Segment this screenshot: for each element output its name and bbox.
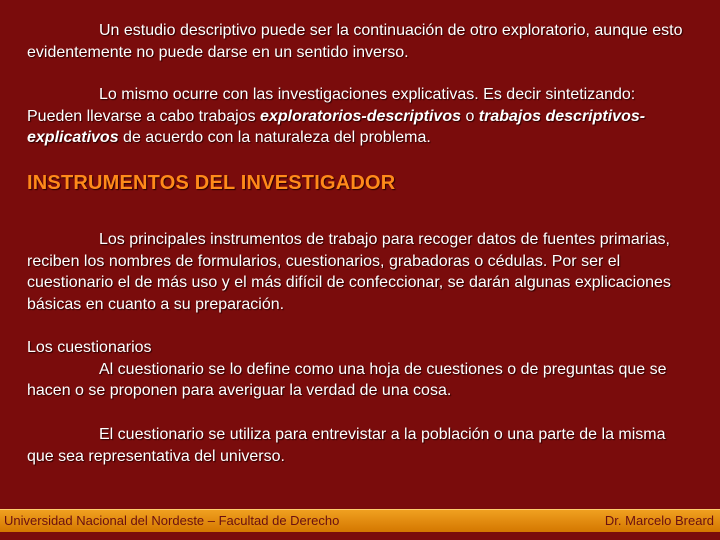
section-heading: INSTRUMENTOS DEL INVESTIGADOR — [27, 172, 396, 194]
emphasis-text: exploratorios-descriptivos — [260, 107, 461, 125]
paragraph-text: Lo mismo ocurre con las investigaciones explicativas. Es decir sintetizando: — [99, 86, 636, 103]
paragraph-text: El cuestionario se utiliza para entrevistar a la población o una parte de la misma que sea representativa del universo. — [27, 426, 666, 465]
emphasis-text: trabajos descriptivos-explicativos — [27, 107, 646, 146]
paragraph-text: Al cuestionario se lo define como una hoja de cuestiones o de preguntas que se hacen o se proponen para averiguar la verdad de una cosa. — [27, 360, 667, 399]
paragraph-text: o — [461, 107, 479, 125]
subsection-title: Los cuestionarios — [27, 339, 152, 356]
paragraph-instruments — [27, 229, 695, 315]
paragraph-questionnaires — [27, 337, 695, 402]
paragraph-text: Pueden llevarse a cabo trabajos — [27, 107, 261, 125]
paragraph-questionnaire-use — [27, 424, 695, 467]
footer-bar — [0, 509, 720, 532]
footer-institution: Universidad Nacional del Nordeste – Facultad de Derecho — [4, 513, 340, 528]
paragraph-text: Un estudio descriptivo puede ser la continuación de otro exploratorio, aunque esto evidentemente no puede darse en un sentido inverso. — [27, 22, 683, 61]
paragraph-explicative — [27, 84, 695, 149]
footer-author: Dr. Marcelo Breard — [604, 513, 714, 528]
paragraph-descriptive-study — [27, 20, 695, 63]
paragraph-text: de acuerdo con la naturaleza del problema. — [118, 129, 431, 146]
paragraph-text: Los principales instrumentos de trabajo para recoger datos de fuentes primarias, reciben los nombres de formularios, cuestionarios, grabadoras o cédulas. Por ser el cuestionario el de más uso y el más difícil de confeccionar, se darán algunas explicaciones básicas en cuanto a su preparación. — [27, 231, 671, 313]
